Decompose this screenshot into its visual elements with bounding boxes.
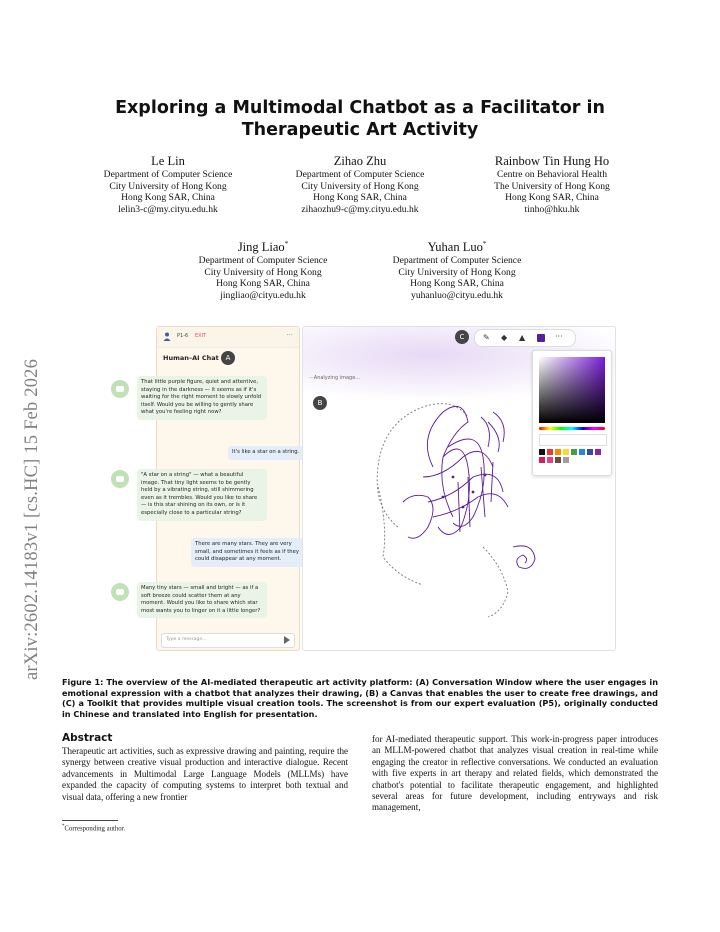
eraser-icon[interactable]: ◆ [501,333,508,342]
abstract-right-column: for AI-mediated therapeutic support. This work-in-progress paper introduces an MLLM-powered chatbot that analyzes visual creation in real-time while engaging the creator in reflective conversations. We conducted an evaluation with five experts in art therapy and related fields, which demonstrated the chatbot's potential to facilitate therapeutic engagement, and highlighted several areas for future development, including entryways and risk management, [372,734,658,813]
user-message: It's like a star on a string. [228,446,308,460]
message-input[interactable] [161,633,295,648]
participant-id: P1-6 [177,333,189,339]
author-name: Yuhan Luo [427,240,483,255]
author-dept: Department of Computer Science [198,255,328,267]
color-swatch[interactable] [563,449,569,455]
chat-title: Human–AI Chat [163,354,219,362]
author-email: zihaozhu9-c@my.cityu.edu.hk [301,203,419,215]
author-org: City University of Hong Kong [204,266,322,278]
author-block [454,153,650,215]
color-swatch[interactable] [571,449,577,455]
exit-button[interactable]: EXIT [195,333,207,339]
bot-message: That little purple figure, quiet and attentive, staying in the darkness — it seems as if it's waiting for the right moment to slowly unfold itself. Would you be willing to gently share what you're feeling right now? [137,376,267,420]
more-icon[interactable]: ··· [555,332,563,341]
pencil-icon[interactable]: ✎ [483,333,490,342]
color-swatch[interactable] [547,457,553,463]
user-icon [163,332,171,341]
color-picker[interactable] [532,350,612,476]
footnote-rule [62,820,118,821]
author-org: The University of Hong Kong [494,180,610,192]
arxiv-stamp: arXiv:2602.14183v1 [cs.HC] 15 Feb 2026 [22,358,42,680]
color-swatch[interactable] [555,449,561,455]
color-swatch[interactable] [579,449,585,455]
author-org: City University of Hong Kong [109,180,227,192]
author-dept: Centre on Behavioral Health [496,169,608,180]
author-block [359,236,555,301]
color-swatch[interactable] [539,449,545,455]
abstract-left-column: Therapeutic art activities, such as expressive drawing and painting, require the synergy between creative visual production and interactive dialogue. Recent advancements in Multimodal Large Language Models (MLLMs) have expanded the capacity of computing systems to interpret both textual and visual data, offering a new frontier [62,746,348,802]
send-icon[interactable] [284,636,290,644]
color-swatch[interactable] [539,457,545,463]
shapes-icon[interactable]: ▲ [519,333,526,342]
author-block [262,153,458,215]
author-loc: Hong Kong SAR, China [121,192,215,203]
author-loc: Hong Kong SAR, China [216,278,310,290]
color-swatch[interactable] [547,449,553,455]
author-loc: Hong Kong SAR, China [313,192,407,203]
abstract-heading: Abstract [62,732,113,744]
author-loc: Hong Kong SAR, China [505,192,599,203]
author-loc: Hong Kong SAR, China [410,278,504,290]
footnote-mark: * [62,824,65,829]
color-swatch[interactable] [595,449,601,455]
saturation-area[interactable] [539,357,605,423]
bot-message: Many tiny stars — small and bright — as if a soft breeze could scatter them at any moment. Would you like to share which star most wants you to linger on it a little longer? [137,582,267,618]
paper-title: Exploring a Multimodal Chatbot as a Facilitator in Therapeutic Art Activity [115,98,605,140]
author-name: Jing Liao [237,240,285,255]
bot-message: "A star on a string" — what a beautiful image. That tiny light seems to be gently held by a vibrating string, still shimmering even as it trembles. Would you like to share — is this star shining on its own, or is it especially close to a particular string? [137,469,267,521]
color-swatch[interactable] [563,457,569,463]
corresponding-mark: * [284,240,289,248]
bot-avatar [111,583,129,601]
author-org: City University of Hong Kong [301,180,419,192]
hue-slider[interactable] [539,427,605,430]
menu-icon[interactable]: ··· [286,331,293,339]
label-b-badge: B [313,396,327,410]
color-mode-selector[interactable] [539,434,607,446]
author-name: Rainbow Tin Hung Ho [494,154,610,168]
author-email: jingliao@cityu.edu.hk [220,289,306,301]
author-name: Zihao Zhu [333,154,387,168]
author-name: Le Lin [151,154,185,168]
color-icon[interactable] [537,334,545,342]
author-dept: Department of Computer Science [392,255,522,267]
author-dept: Department of Computer Science [295,169,425,180]
corresponding-mark: * [482,240,487,248]
color-swatch[interactable] [587,449,593,455]
toolkit-bar [474,329,576,347]
figure-caption: Figure 1: The overview of the AI-mediated therapeutic art activity platform: (A) Conversation Window where the user engages in emotional expression with a chatbot that analyzes their drawing, (B) a Canvas that enables the user to create free drawings, and (C) a Toolkit that provides multiple visual creation tools. The screenshot is from our expert evaluation (P5), originally conducted in Chinese and translated into English for presentation. [62,677,658,719]
user-message: There are many stars. They are very small, and sometimes it feels as if they could disappear at any moment. [191,538,309,567]
author-org: City University of Hong Kong [398,266,516,278]
color-swatch[interactable] [555,457,561,463]
label-c-badge: C [455,330,469,344]
figure-1 [104,322,616,652]
author-email: yuhanluo@cityu.edu.hk [411,289,503,301]
label-a-badge: A [221,351,235,365]
footnote-text: Corresponding author. [64,825,126,833]
author-email: tinho@hku.hk [524,203,580,215]
bot-avatar [111,380,129,398]
author-email: lelin3-c@my.cityu.edu.hk [118,203,218,215]
message-placeholder: Type a message... [166,637,207,642]
analyzing-status: ···Analyzing image... [309,375,361,381]
author-block [70,153,266,215]
chat-header [157,327,299,348]
footnote [62,824,125,832]
author-dept: Department of Computer Science [103,169,233,180]
author-block [165,236,361,301]
bot-avatar [111,470,129,488]
